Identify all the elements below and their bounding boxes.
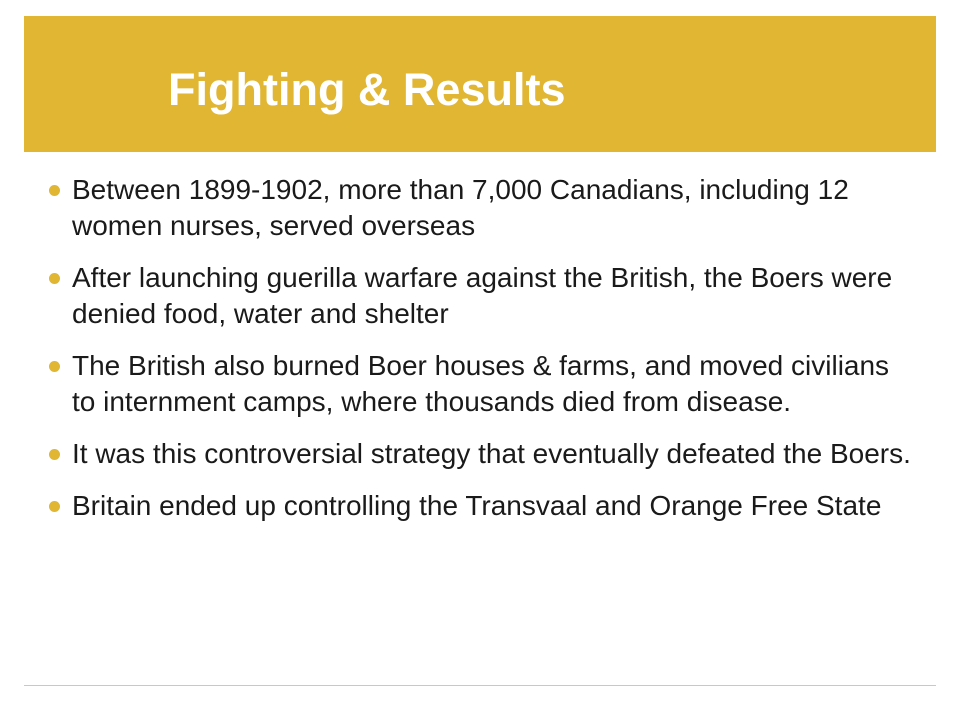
bullet-item (0, 436, 920, 472)
bullet-dot-icon (49, 501, 60, 512)
bullet-text: Britain ended up controlling the Transvaal and Orange Free State (72, 490, 882, 521)
bullet-text: The British also burned Boer houses & farms, and moved civilians to internment camps, where thousands died from disease. (72, 350, 890, 417)
bullet-item (0, 172, 920, 244)
bullet-dot-icon (49, 361, 60, 372)
bullet-dot-icon (49, 185, 60, 196)
bullet-text: It was this controversial strategy that eventually defeated the Boers. (72, 438, 911, 469)
bullet-item (0, 260, 920, 332)
slide-title: Fighting & Results (168, 64, 566, 115)
bullet-list (0, 172, 960, 540)
footer-divider (24, 685, 936, 686)
bullet-item (0, 488, 920, 524)
bullet-item (0, 348, 920, 420)
bullet-dot-icon (49, 273, 60, 284)
bullet-text: After launching guerilla warfare against the British, the Boers were denied food, water and shelter (72, 262, 893, 329)
bullet-dot-icon (49, 449, 60, 460)
bullet-text: Between 1899-1902, more than 7,000 Canadians, including 12 women nurses, served overseas (72, 174, 849, 241)
